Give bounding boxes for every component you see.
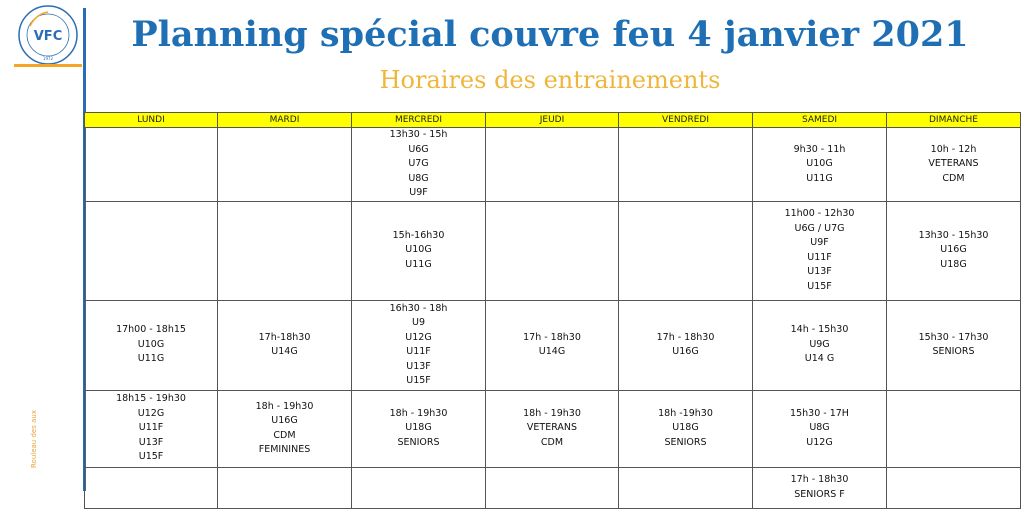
session-time: 14h - 15h30 <box>790 324 849 336</box>
schedule-cell <box>619 467 753 508</box>
session-group: U18G <box>672 422 699 434</box>
schedule-cell <box>218 300 352 390</box>
day-header: SAMEDI <box>753 113 887 128</box>
logo-text: VFC <box>33 29 63 44</box>
page-subtitle: Horaires des entrainements <box>379 66 721 94</box>
session-time: 17h00 - 18h15 <box>116 324 186 336</box>
session-group: U9F <box>409 187 428 198</box>
day-header: JEUDI <box>486 113 619 128</box>
schedule-cell <box>486 201 619 300</box>
session-group: U15F <box>807 280 832 292</box>
session-group: U15F <box>406 375 431 386</box>
session-time: 13h30 - 15h <box>389 129 448 140</box>
session-group: FEMININES <box>258 444 311 455</box>
session-time: 15h30 - 17H <box>790 407 849 419</box>
session-group: U7G <box>408 158 429 169</box>
session-group: U11G <box>806 172 833 184</box>
schedule-cell <box>352 201 486 300</box>
session-group: U9F <box>810 237 829 248</box>
schedule-cell <box>85 201 218 300</box>
session-time: 17h - 18h30 <box>656 331 715 343</box>
schedule-cell <box>85 128 218 202</box>
day-header-row <box>85 113 1021 128</box>
session-group: VETERANS <box>526 422 578 434</box>
session-time: 10h - 12h <box>930 143 977 155</box>
schedule-cell <box>486 390 619 467</box>
day-header: VENDREDI <box>619 113 753 128</box>
session-group: U13F <box>138 436 164 448</box>
logo-underline <box>14 64 82 67</box>
session-group: U8G <box>809 422 830 434</box>
day-header: MERCREDI <box>352 113 486 128</box>
schedule-cell <box>753 390 887 467</box>
schedule-row <box>85 467 1021 508</box>
session-group: U6G / U7G <box>794 222 845 234</box>
session-group: U13F <box>807 266 832 277</box>
session-group: U12G <box>806 436 833 448</box>
session-group: U16G <box>672 346 699 357</box>
session-group: SENIORS F <box>794 488 845 500</box>
session-group: U12G <box>137 407 165 419</box>
session-group: U10G <box>137 338 165 350</box>
session-group: U10G <box>405 244 432 256</box>
session-time: 18h - 19h30 <box>523 407 581 419</box>
session-time: 18h - 19h30 <box>255 400 314 412</box>
session-group: U18G <box>405 422 432 434</box>
side-text: Rouleau des aux <box>30 410 38 468</box>
schedule-cell <box>887 390 1021 467</box>
schedule-cell <box>619 201 753 300</box>
session-group: VETERANS <box>928 158 979 169</box>
session-group: CDM <box>942 172 965 184</box>
schedule-cell <box>887 201 1021 300</box>
session-group: U11G <box>137 353 165 365</box>
schedule-cell <box>753 467 887 508</box>
session-group: U8G <box>408 172 429 184</box>
session-group: SENIORS <box>932 346 975 357</box>
session-time: 11h00 - 12h30 <box>784 208 855 219</box>
schedule-cell <box>352 390 486 467</box>
session-group: U11F <box>807 251 832 263</box>
schedule-cell <box>619 390 753 467</box>
session-group: U16G <box>271 415 298 426</box>
day-header: DIMANCHE <box>887 113 1021 128</box>
session-time: 15h-16h30 <box>392 229 445 241</box>
schedule-cell <box>753 300 887 390</box>
day-header: LUNDI <box>85 113 218 128</box>
schedule-cell <box>887 467 1021 508</box>
schedule-cell <box>753 128 887 202</box>
session-group: SENIORS <box>397 436 440 448</box>
session-group: U11F <box>138 422 164 434</box>
session-group: U14 G <box>804 353 835 365</box>
session-time: 15h30 - 17h30 <box>918 331 989 343</box>
schedule-cell <box>85 467 218 508</box>
schedule-row <box>85 128 1021 202</box>
session-time: 16h30 - 18h <box>389 302 448 314</box>
session-group: U18G <box>940 258 967 270</box>
schedule-cell <box>218 390 352 467</box>
session-time: 17h - 18h30 <box>523 331 581 343</box>
schedule-cell <box>352 300 486 390</box>
session-time: 9h30 - 11h <box>793 143 846 155</box>
schedule-cell <box>486 128 619 202</box>
schedule-cell <box>887 128 1021 202</box>
club-logo <box>14 4 82 66</box>
schedule-row <box>85 201 1021 300</box>
session-time: 18h -19h30 <box>658 407 713 419</box>
session-group: U9 <box>412 317 425 328</box>
session-group: CDM <box>273 429 296 441</box>
schedule-cell <box>218 467 352 508</box>
schedule-cell <box>619 128 753 202</box>
session-group: CDM <box>540 436 564 448</box>
session-time: 13h30 - 15h30 <box>918 229 989 241</box>
day-header: MARDI <box>218 113 352 128</box>
schedule-cell <box>352 467 486 508</box>
schedule-cell <box>887 300 1021 390</box>
session-time: 18h15 - 19h30 <box>116 393 186 405</box>
page-title: Planning spécial couvre feu 4 janvier 2021 <box>131 14 969 55</box>
session-group: U11G <box>405 258 432 270</box>
session-group: U12G <box>405 331 432 343</box>
session-time: 18h - 19h30 <box>389 407 448 419</box>
schedule-row <box>85 390 1021 467</box>
schedule-cell <box>218 128 352 202</box>
session-group: U6G <box>408 143 429 155</box>
session-group: U9G <box>809 338 830 350</box>
schedule-cell <box>218 201 352 300</box>
session-group: U14G <box>538 346 566 357</box>
schedule-cell <box>619 300 753 390</box>
session-group: U11F <box>406 346 431 357</box>
schedule-cell <box>486 300 619 390</box>
session-group: U14G <box>271 346 298 357</box>
schedule-row <box>85 300 1021 390</box>
session-time: 17h-18h30 <box>258 331 311 343</box>
schedule-cell <box>753 201 887 300</box>
session-group: U15F <box>138 451 164 463</box>
session-group: U16G <box>940 244 967 256</box>
session-time: 17h - 18h30 <box>790 474 849 485</box>
schedule-cell <box>486 467 619 508</box>
logo-year: 1972 <box>42 56 54 61</box>
session-group: SENIORS <box>664 436 707 448</box>
schedule-cell <box>85 300 218 390</box>
session-group: U10G <box>806 158 833 169</box>
session-group: U13F <box>406 360 431 372</box>
schedule-cell <box>85 390 218 467</box>
schedule-cell <box>352 128 486 202</box>
training-schedule-table <box>84 112 1021 509</box>
